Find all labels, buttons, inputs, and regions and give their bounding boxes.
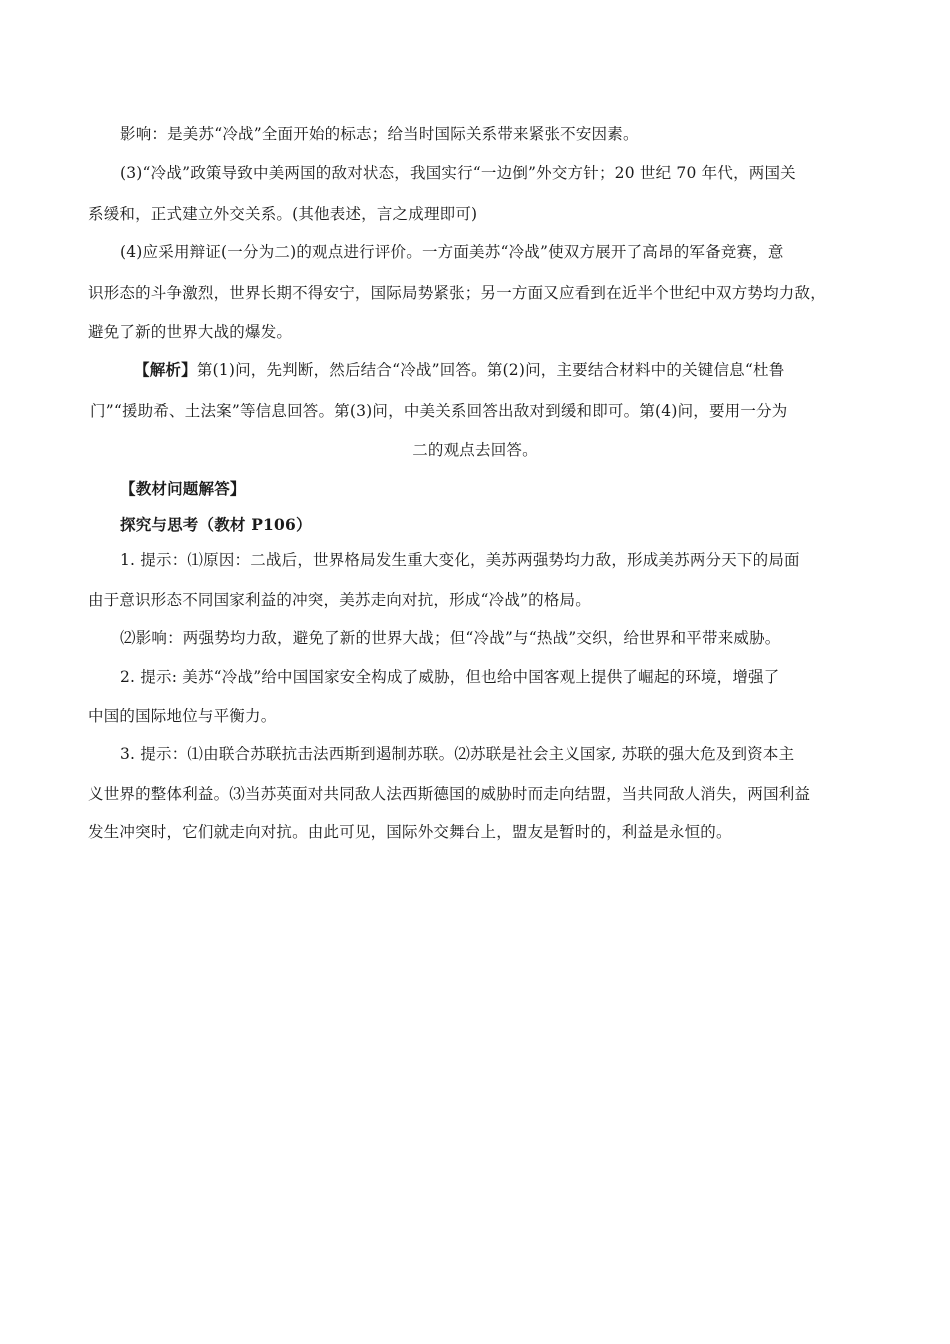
question-2-line-2: 中国的国际地位与平衡力。	[88, 707, 277, 725]
question-3-line-1: 3. 提示：⑴由联合苏联抗击法西斯到遏制苏联。⑵苏联是社会主义国家, 苏联的强大危及到资本主	[120, 745, 795, 763]
item-4-line-1: (4)应采用辩证(一分为二)的观点进行评价。一方面美苏“冷战”使双方展开了高昂的军备竞赛，意	[120, 243, 784, 261]
item-4-line-3: 避免了新的世界大战的爆发。	[88, 323, 293, 341]
question-1-line-1: 1. 提示：⑴原因：二战后，世界格局发生重大变化，美苏两强势均力敌，形成美苏两分天下的局面	[120, 551, 800, 569]
item-4-line-2: 识形态的斗争激烈，世界长期不得安宁，国际局势紧张；另一方面又应看到在近半个世纪中双方势均力敌，	[88, 284, 826, 302]
item-3-line-1: (3)“冷战”政策导致中美两国的敌对状态，我国实行“一边倒”外交方针；20 世纪 70 年代，两国关	[120, 164, 796, 182]
analysis-label: 【解析】	[134, 360, 197, 379]
question-3-line-2: 义世界的整体利益。⑶当苏英面对共同敌人法西斯德国的威胁时而走向结盟，当共同敌人消失，两国利益	[88, 785, 811, 803]
question-1-line-3: ⑵影响：两强势均力敌，避免了新的世界大战；但“冷战”与“热战”交织，给世界和平带来威胁。	[120, 629, 781, 647]
item-3-line-2: 系缓和，正式建立外交关系。(其他表述，言之成理即可)	[88, 205, 478, 223]
question-2-line-1: 2. 提示: 美苏“冷战”给中国国家安全构成了威胁，但也给中国客观上提供了崛起的环境，增强了	[120, 668, 780, 686]
analysis-line-3: 二的观点去回答。	[412, 441, 538, 459]
analysis-text-1: 第(1)问，先判断，然后结合“冷战”回答。第(2)问，主要结合材料中的关键信息“杜鲁	[196, 361, 785, 379]
textbook-subheading: 探究与思考（教材 P106）	[120, 515, 312, 534]
question-3-line-3: 发生冲突时，它们就走向对抗。由此可见，国际外交舞台上，盟友是暂时的，利益是永恒的。	[88, 823, 732, 841]
question-1-line-2: 由于意识形态不同国家利益的冲突，美苏走向对抗，形成“冷战”的格局。	[88, 591, 591, 609]
analysis-line-2: 门”“援助希、土法案”等信息回答。第(3)问，中美关系回答出敌对到缓和即可。第(4)问，要用一分为	[90, 402, 788, 420]
impact-paragraph: 影响：是美苏“冷战”全面开始的标志；给当时国际关系带来紧张不安因素。	[120, 125, 639, 143]
textbook-heading: 【教材问题解答】	[120, 479, 246, 498]
analysis-line-1	[134, 360, 784, 380]
